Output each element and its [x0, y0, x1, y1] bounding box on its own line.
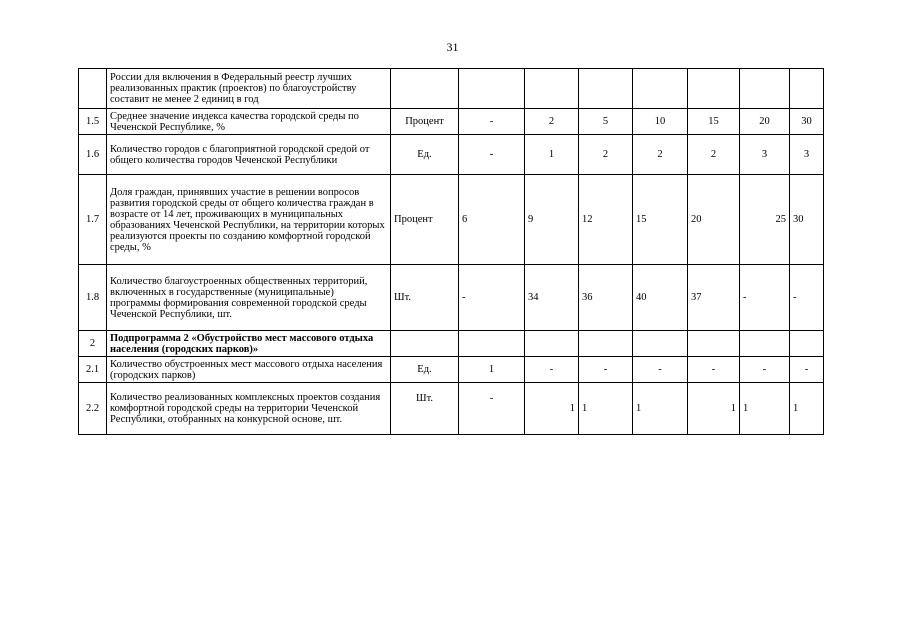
row-description: Среднее значение индекса качества городской среды по Чеченской Республике, % — [107, 109, 391, 135]
row-value — [740, 331, 790, 357]
row-value: 1 — [525, 383, 579, 435]
row-value: 2 — [633, 135, 688, 175]
row-value: 25 — [740, 175, 790, 265]
row-value: 37 — [688, 265, 740, 331]
row-value: 30 — [790, 175, 824, 265]
row-value: - — [688, 357, 740, 383]
row-value: 3 — [790, 135, 824, 175]
row-value — [579, 331, 633, 357]
row-value: 1 — [459, 357, 525, 383]
row-value: - — [579, 357, 633, 383]
row-value: 5 — [579, 109, 633, 135]
row-description: Доля граждан, принявших участие в решении вопросов развития городской среды от общего количества граждан в возрасте от 14 лет, проживающих в муниципальных образованиях Чеченской Республики, на территории которых реализуются проекты по созданию комфортной городской среды, % — [107, 175, 391, 265]
row-value — [688, 69, 740, 109]
row-value: 2 — [688, 135, 740, 175]
row-value: 1 — [579, 383, 633, 435]
row-number — [79, 69, 107, 109]
row-number: 2.2 — [79, 383, 107, 435]
table-row — [79, 331, 824, 357]
row-value: 2 — [579, 135, 633, 175]
row-value: 36 — [579, 265, 633, 331]
row-value — [790, 331, 824, 357]
row-description: Количество обустроенных мест массового отдыха населения (городских парков) — [107, 357, 391, 383]
table-row — [79, 265, 824, 331]
row-value — [633, 331, 688, 357]
row-value: 3 — [740, 135, 790, 175]
table-row — [79, 383, 824, 435]
subprogram-title: Подпрограмма 2 «Обустройство мест массового отдыха населения (городских парков)» — [107, 331, 391, 357]
row-value: 20 — [740, 109, 790, 135]
row-value — [633, 69, 688, 109]
row-value: 1 — [688, 383, 740, 435]
row-unit — [391, 331, 459, 357]
row-value — [525, 331, 579, 357]
table-row — [79, 135, 824, 175]
row-value: 30 — [790, 109, 824, 135]
row-value: 1 — [790, 383, 824, 435]
row-unit: Шт. — [391, 383, 459, 435]
table-row — [79, 357, 824, 383]
row-value — [790, 69, 824, 109]
row-value: 34 — [525, 265, 579, 331]
row-value — [459, 69, 525, 109]
row-value — [579, 69, 633, 109]
row-value: - — [459, 383, 525, 435]
row-unit: Ед. — [391, 357, 459, 383]
row-value: - — [459, 135, 525, 175]
row-number: 2 — [79, 331, 107, 357]
row-number: 1.5 — [79, 109, 107, 135]
table-row — [79, 69, 824, 109]
row-description: Количество благоустроенных общественных территорий, включенных в государственные (муниципальные) программы формирования современной городской среды Чеченской Республики, шт. — [107, 265, 391, 331]
row-number: 1.8 — [79, 265, 107, 331]
row-value: - — [740, 265, 790, 331]
row-value: - — [790, 265, 824, 331]
row-unit: Шт. — [391, 265, 459, 331]
row-value: - — [525, 357, 579, 383]
row-value: 40 — [633, 265, 688, 331]
row-unit: Ед. — [391, 135, 459, 175]
row-unit: Процент — [391, 175, 459, 265]
row-value — [740, 69, 790, 109]
table-row — [79, 175, 824, 265]
row-value: 12 — [579, 175, 633, 265]
row-value: 15 — [633, 175, 688, 265]
row-value: 2 — [525, 109, 579, 135]
row-description: России для включения в Федеральный реестр лучших реализованных практик (проектов) по благоустройству составит не менее 2 единиц в год — [107, 69, 391, 109]
row-value: 20 — [688, 175, 740, 265]
row-value — [688, 331, 740, 357]
row-value: 1 — [633, 383, 688, 435]
row-number: 1.7 — [79, 175, 107, 265]
row-value: 1 — [740, 383, 790, 435]
row-value: 9 — [525, 175, 579, 265]
row-value: - — [459, 265, 525, 331]
row-value: - — [633, 357, 688, 383]
row-value — [459, 331, 525, 357]
row-value: 10 — [633, 109, 688, 135]
row-number: 2.1 — [79, 357, 107, 383]
row-description: Количество реализованных комплексных проектов создания комфортной городской среды на территории Чеченской Республики, отобранных на конкурсной основе, шт. — [107, 383, 391, 435]
row-value — [525, 69, 579, 109]
row-value: 15 — [688, 109, 740, 135]
row-description: Количество городов с благоприятной городской средой от общего количества городов Чеченской Республики — [107, 135, 391, 175]
row-value: - — [459, 109, 525, 135]
row-value: - — [740, 357, 790, 383]
row-number: 1.6 — [79, 135, 107, 175]
row-value: 6 — [459, 175, 525, 265]
row-unit: Процент — [391, 109, 459, 135]
table-row — [79, 109, 824, 135]
row-value: 1 — [525, 135, 579, 175]
row-value: - — [790, 357, 824, 383]
page-number: 31 — [446, 40, 459, 54]
row-unit — [391, 69, 459, 109]
indicators-table — [78, 68, 824, 435]
